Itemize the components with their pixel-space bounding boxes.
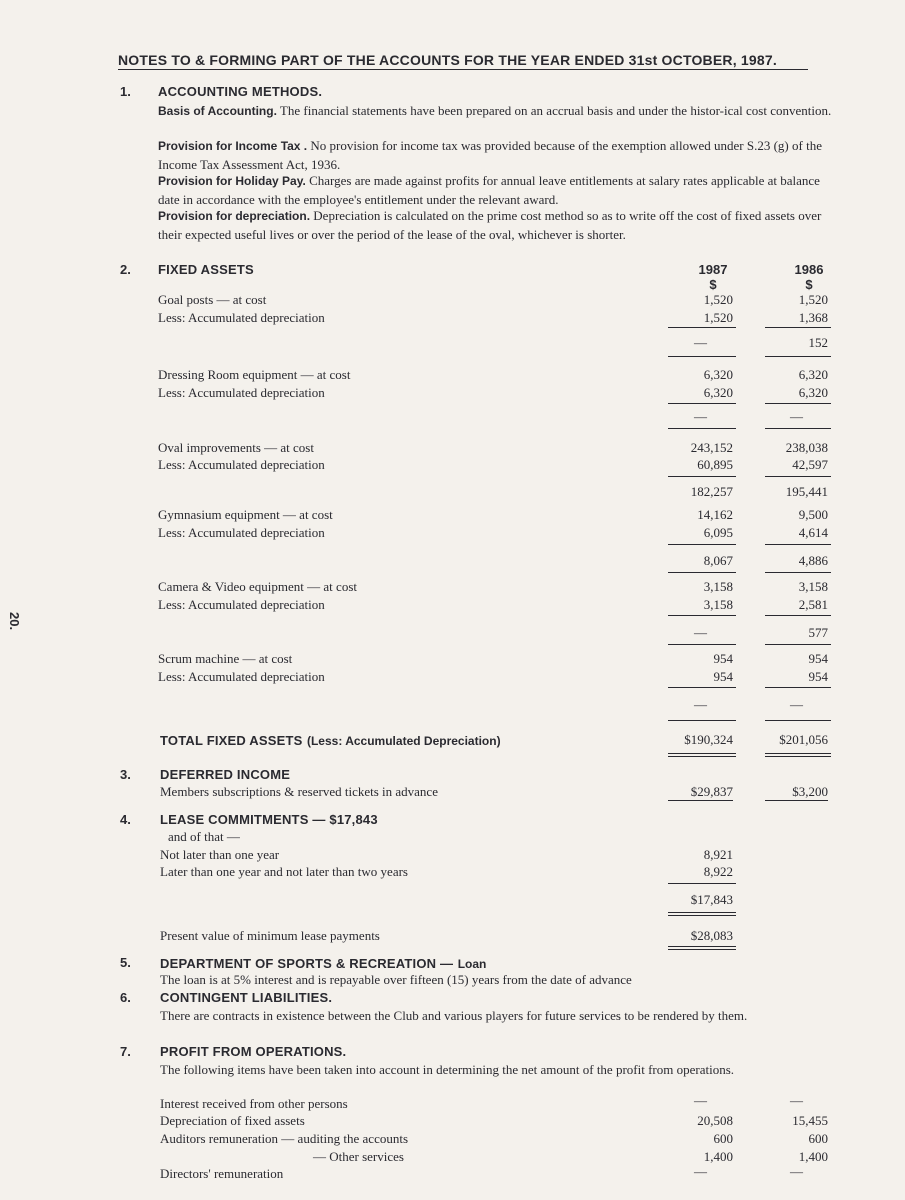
dressing-room-dep-1987: 6,320 [703,385,733,400]
column-header-1987 [690,262,736,292]
rule [765,476,831,477]
note5-heading-text: DEPARTMENT OF SPORTS & RECREATION — [160,956,454,971]
scrum-net-1987: — [694,697,707,712]
double-rule [765,753,831,757]
note5-number: 5. [120,955,131,970]
dressing-room-cost-label: Dressing Room equipment — at cost [158,367,351,382]
double-rule [668,753,736,757]
depreciation-fixed-1987: 20,508 [697,1113,733,1128]
note4-number: 4. [120,812,131,827]
other-services-label: — Other services [313,1149,404,1164]
auditors-1987: 600 [713,1131,733,1146]
note1-depreciation [158,207,833,243]
gym-dep-label: Less: Accumulated depreciation [158,525,325,540]
tax-label: Provision for Income Tax . [158,139,308,153]
note2-number: 2. [120,262,131,277]
rule [765,644,831,645]
auditors-label: Auditors remuneration — auditing the accounts [160,1131,409,1146]
goal-posts-net-1986: 152 [808,335,828,350]
year-1986: 1986 [794,262,824,277]
depreciation-fixed-1986: 15,455 [792,1113,828,1128]
interest-1987: — [694,1093,707,1108]
note1-number: 1. [120,84,131,99]
gym-cost-1987: 14,162 [697,507,733,522]
total-fixed-assets-label [160,732,501,750]
oval-cost-label: Oval improvements — at cost [158,440,314,455]
note2-heading: FIXED ASSETS [158,262,254,277]
rule [765,327,831,328]
interest-label: Interest received from other persons [160,1096,348,1111]
basis-label: Basis of Accounting. [158,104,277,118]
page-title: NOTES TO & FORMING PART OF THE ACCOUNTS FOR THE YEAR ENDED 31st OCTOBER, 1987. [118,52,808,70]
lease-row2-1987: 8,922 [703,864,733,879]
oval-dep-1987: 60,895 [697,457,733,472]
rule [668,428,736,429]
goal-posts-dep-1987: 1,520 [703,310,733,325]
directors-1987: — [694,1164,707,1179]
dressing-room-cost-1987: 6,320 [703,367,733,382]
total-fixed-assets-1986: $201,056 [779,732,828,747]
note1-heading: ACCOUNTING METHODS. [158,84,323,99]
rule [765,403,831,404]
rule [765,615,831,616]
note6-heading: CONTINGENT LIABILITIES. [160,990,333,1005]
deferred-income-label: Members subscriptions & reserved tickets in advance [160,784,438,799]
camera-net-1987: — [694,625,707,640]
scrum-dep-1986: 954 [808,669,828,684]
rule [765,572,831,573]
oval-cost-1987: 243,152 [690,440,733,455]
scrum-dep-1987: 954 [713,669,733,684]
note4-heading: LEASE COMMITMENTS — $17,843 [160,812,378,827]
auditors-1986: 600 [808,1131,828,1146]
dressing-room-dep-label: Less: Accumulated depreciation [158,385,325,400]
rule [668,403,736,404]
currency-1987: $ [709,277,717,292]
note6-number: 6. [120,990,131,1005]
column-header-1986 [786,262,832,292]
deferred-income-1986: $3,200 [765,784,828,801]
rule [668,883,736,884]
goal-posts-cost-1986: 1,520 [798,292,828,307]
year-1987: 1987 [698,262,728,277]
camera-cost-1986: 3,158 [798,579,828,594]
rule [668,327,736,328]
dressing-room-net-1987: — [694,409,707,424]
double-rule [668,946,736,950]
lease-total-1987: $17,843 [690,892,733,907]
gym-net-1987: 8,067 [703,553,733,568]
present-value-label: Present value of minimum lease payments [160,928,380,943]
scrum-cost-label: Scrum machine — at cost [158,651,293,666]
camera-dep-1986: 2,581 [798,597,828,612]
rule [765,356,831,357]
rule [765,544,831,545]
lease-row2-label: Later than one year and not later than two years [160,864,408,879]
rule [765,687,831,688]
camera-dep-label: Less: Accumulated depreciation [158,597,325,612]
goal-posts-net-1987: — [694,335,707,350]
camera-net-1986: 577 [808,625,828,640]
depreciation-fixed-label: Depreciation of fixed assets [160,1113,305,1128]
other-services-1987: 1,400 [703,1149,733,1164]
oval-dep-1986: 42,597 [792,457,828,472]
double-rule [668,912,736,916]
oval-net-1986: 195,441 [785,484,828,499]
interest-1986: — [790,1093,803,1108]
rule [668,544,736,545]
dressing-room-net-1986: — [790,409,803,424]
lease-sub-label: and of that — [168,829,240,844]
gym-cost-label: Gymnasium equipment — at cost [158,507,333,522]
gym-net-1986: 4,886 [798,553,828,568]
oval-cost-1986: 238,038 [785,440,828,455]
lease-row1-1987: 8,921 [703,847,733,862]
gym-dep-1987: 6,095 [703,525,733,540]
currency-1986: $ [805,277,813,292]
rule [668,476,736,477]
camera-cost-1987: 3,158 [703,579,733,594]
present-value-1987: $28,083 [690,928,733,943]
total-sub-label: (Less: Accumulated Depreciation) [306,734,501,748]
scrum-dep-label: Less: Accumulated depreciation [158,669,325,684]
depreciation-text: Depreciation is calculated on the prime cost method so as to write off the cost of fixed assets over their expected useful lives or over the period of the lease of the oval, whichever is shorter. [158,208,822,242]
gym-dep-1986: 4,614 [798,525,828,540]
depreciation-label: Provision for depreciation. [158,209,311,223]
note5-heading-suffix: Loan [457,957,487,971]
camera-cost-label: Camera & Video equipment — at cost [158,579,357,594]
camera-dep-1987: 3,158 [703,597,733,612]
dressing-room-cost-1986: 6,320 [798,367,828,382]
tax-text: No provision for income tax was provided because of the exemption allowed under S.23 (g) of the Income Tax Assessment Act, 1936. [158,138,822,172]
lease-row1-label: Not later than one year [160,847,280,862]
goal-posts-dep-label: Less: Accumulated depreciation [158,310,325,325]
note1-holiday [158,172,833,208]
gym-cost-1986: 9,500 [798,507,828,522]
scrum-net-1986: — [790,697,803,712]
page-number: 20. [7,612,22,631]
note3-number: 3. [120,767,131,782]
note7-heading: PROFIT FROM OPERATIONS. [160,1044,347,1059]
rule [668,720,736,721]
oval-net-1987: 182,257 [690,484,733,499]
dressing-room-dep-1986: 6,320 [798,385,828,400]
goal-posts-cost-label: Goal posts — at cost [158,292,267,307]
basis-text: The financial statements have been prepared on an accrual basis and under the histor-ical cost convention. [279,103,832,118]
note7-number: 7. [120,1044,131,1059]
other-services-1986: 1,400 [798,1149,828,1164]
rule [765,428,831,429]
scrum-cost-1986: 954 [808,651,828,666]
oval-dep-label: Less: Accumulated depreciation [158,457,325,472]
rule [668,572,736,573]
directors-1986: — [790,1164,803,1179]
goal-posts-dep-1986: 1,368 [798,310,828,325]
holiday-text: Charges are made against profits for annual leave entitlements at salary rates applicable at balance date in accordance with the employee's entitlement under the relevant award. [158,173,820,207]
note7-text: The following items have been taken into account in determining the net amount of the profit from operations. [160,1062,735,1077]
holiday-label: Provision for Holiday Pay. [158,174,306,188]
deferred-income-1987: $29,837 [668,784,733,801]
note6-text: There are contracts in existence between the Club and various players for future services to be rendered by them. [160,1008,748,1023]
goal-posts-cost-1987: 1,520 [703,292,733,307]
rule [668,644,736,645]
note1-tax [158,137,833,173]
total-label: TOTAL FIXED ASSETS [160,733,303,748]
note3-heading: DEFERRED INCOME [160,767,291,782]
total-fixed-assets-1987: $190,324 [684,732,733,747]
rule [668,615,736,616]
rule [765,720,831,721]
note5-text: The loan is at 5% interest and is repayable over fifteen (15) years from the date of advance [160,972,632,987]
note5-heading [160,955,486,973]
rule [668,356,736,357]
note1-basis [158,102,833,121]
rule [668,687,736,688]
directors-label: Directors' remuneration [160,1166,284,1181]
scrum-cost-1987: 954 [713,651,733,666]
